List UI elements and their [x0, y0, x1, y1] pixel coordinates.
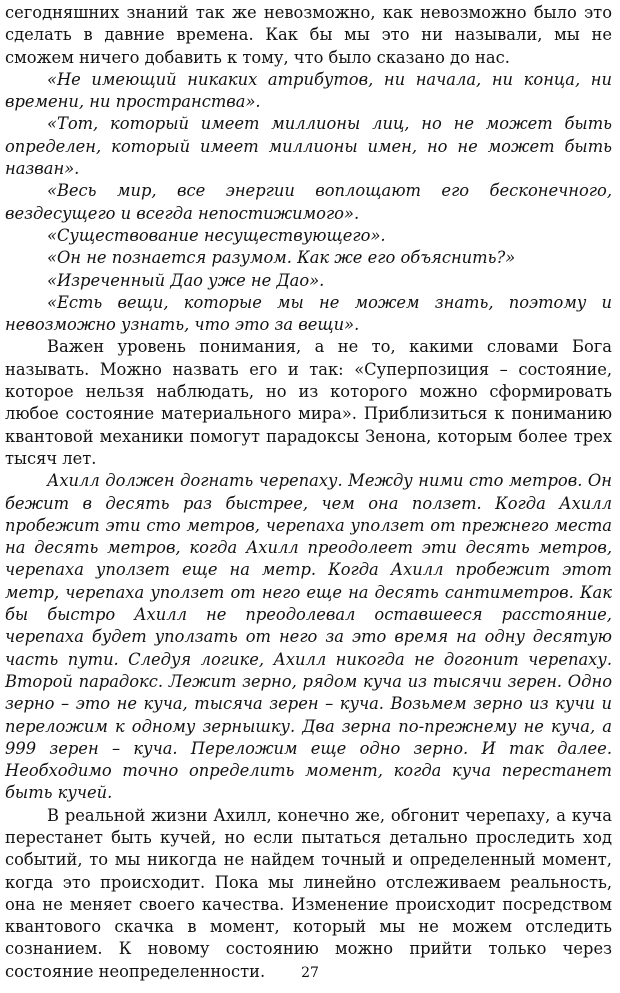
paragraph-real-life: В реальной жизни Ахилл, конечно же, обгонит черепаху, а куча перестанет быть кучей, но если пытаться детально проследить ход событий, то мы никогда не найдем точный и определенный момент, когда это происходит. Пока мы линейно отслеживаем реальность, она не меняет своего качества. Изменение происходит посредством квантового скачка в момент, который мы не можем отследить сознанием. К новому состоянию можно прийти только через состояние неопределенности. — [5, 805, 612, 981]
page-number: 27 — [301, 965, 319, 981]
paragraph-continuation: сегодняшних знаний так же невозможно, как невозможно было это сделать в давние времена. Как бы мы это ни называли, мы не сможем ничего добавить к тому, что было сказано до нас. — [5, 3, 612, 67]
quote-existence: «Существование несуществующего». — [47, 225, 386, 245]
paragraph-achilles-paradox: Ахилл должен догнать черепаху. Между ними сто метров. Он бежит в десять раз быстрее, чем она ползет. Когда Ахилл пробежит эти сто метров, черепаха уползет от прежнего места на десять метров, когда Ахилл преодолеет эти десять метров, черепаха уползет еще на метр. Когда Ахилл пробежит этот метр, черепаха уползет от него еще на десять сантиметров. Как бы быстро Ахилл не преодолевал оставшееся расстояние, черепаха будет уползать от него за это время на одну десятую часть пути. Следуя логике, Ахилл никогда не догонит черепаху. Второй парадокс. Лежит зерно, рядом куча из тысячи зерен. Одно зерно – это не куча, тысяча зерен – куча. Возьмем зерно из кучи и переложим к одному зернышку. Два зерна по-прежнему не куча, а 999 зерен – куча. Переложим еще одно зерно. И так далее. Необходимо точно определить момент, когда куча перестанет быть кучей. — [5, 471, 612, 803]
paragraph-understanding: Важен уровень понимания, а не то, какими словами Бога называть. Можно назвать его и так: «Суперпозиция – состояние, которое нельзя наблюдать, но из которого можно сформировать любое состояние материального мира». Приблизиться к пониманию квантовой механики помогут парадоксы Зенона, которым более трех тысяч лет. — [5, 337, 612, 468]
quote-million-faces: «Тот, который имеет миллионы лиц, но не может быть определен, который имеет миллионы имен, но не может быть назван». — [5, 114, 612, 179]
quote-unknowable-things: «Есть вещи, которые мы не можем знать, поэтому и невозможно узнать, что это за вещи». — [5, 292, 612, 335]
quote-whole-world: «Весь мир, все энергии воплощают его бесконечного, вездесущего и всегда непостижимого». — [5, 181, 612, 223]
quote-not-known-by-mind: «Он не познается разумом. Как же его объяснить?» — [47, 248, 516, 268]
quote-tao: «Изреченный Дао уже не Дао». — [47, 270, 325, 290]
quote-no-attributes: «Не имеющий никаких атрибутов, ни начала, ни конца, ни времени, ни пространства». — [5, 69, 612, 112]
